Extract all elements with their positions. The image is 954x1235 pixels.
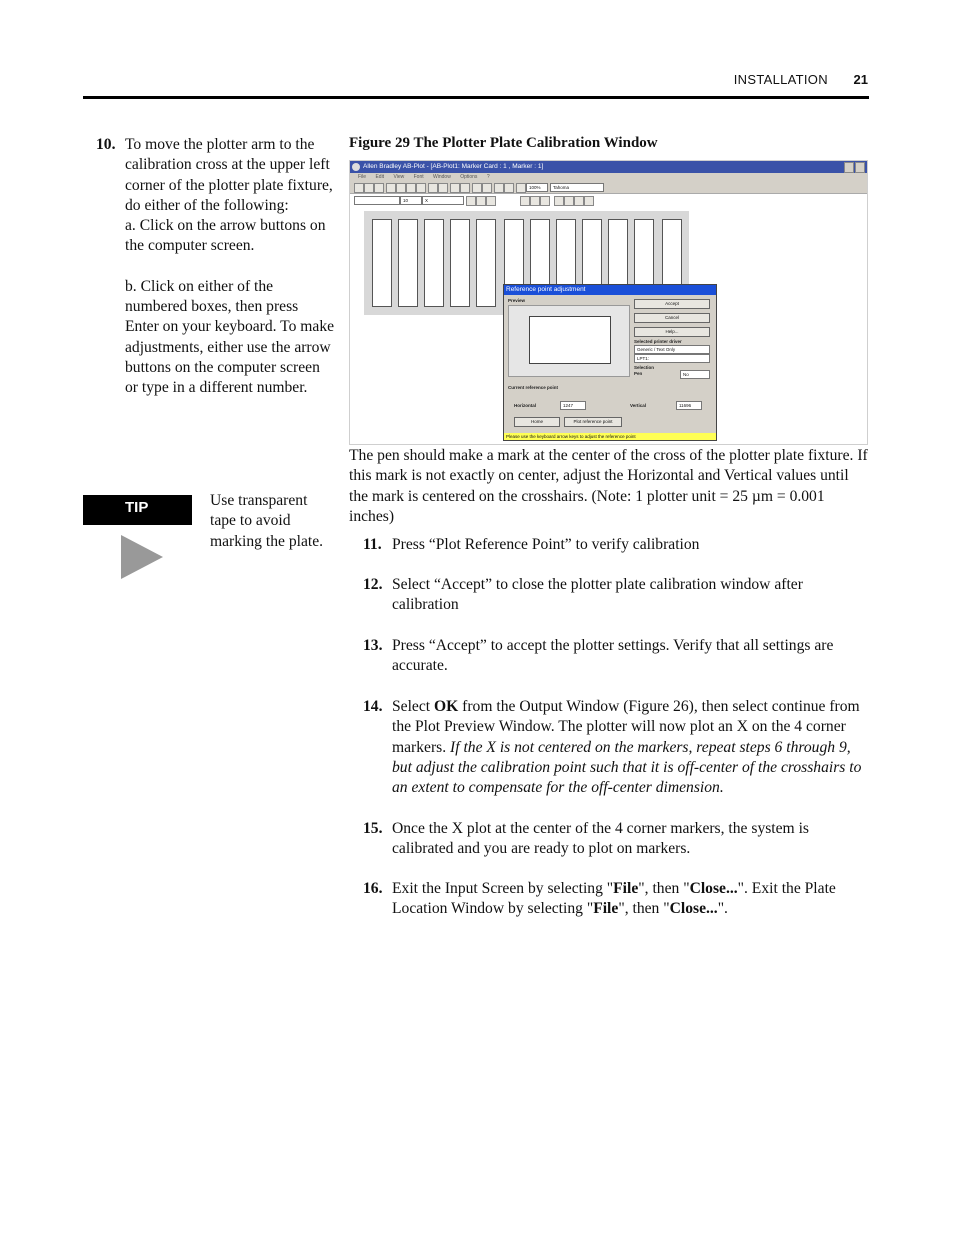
preview-pane (508, 305, 630, 377)
option-a: a. Click on the arrow buttons on the computer screen. (125, 217, 326, 255)
step-number: 16. (363, 880, 383, 897)
accept-button[interactable]: Accept (634, 299, 710, 309)
plotter-calibration-screenshot (349, 160, 868, 445)
undo-icon[interactable] (428, 183, 438, 193)
copy-icon[interactable] (406, 183, 416, 193)
option-b: b. Click on either of the numbered boxes, then press Enter on your keyboard. To make adjustments, either use the arrow buttons on the computer screen or type in a different number. (125, 277, 335, 397)
dialog-title: Reference point adjustment (504, 285, 716, 295)
x-field[interactable]: X (422, 196, 464, 205)
bold-icon[interactable] (466, 196, 476, 206)
move-left-icon[interactable] (574, 196, 584, 206)
toolbar (350, 181, 867, 194)
menu-window[interactable]: Window (433, 174, 451, 180)
cut-icon[interactable] (396, 183, 406, 193)
figure-caption: Figure 29 The Plotter Plate Calibration Window (349, 135, 658, 151)
marker-card[interactable] (450, 219, 470, 307)
reference-point-dialog (503, 284, 717, 441)
step-number: 10. (96, 136, 116, 153)
redo-icon[interactable] (438, 183, 448, 193)
underline-icon[interactable] (486, 196, 496, 206)
minimize-button[interactable] (844, 162, 854, 173)
print-icon[interactable] (386, 183, 396, 193)
marker-card[interactable] (424, 219, 444, 307)
help-icon[interactable] (516, 183, 526, 193)
insert-icon[interactable] (494, 183, 504, 193)
dialog-status: Please use the keyboard arrow keys to adjust the reference point (504, 433, 716, 440)
align-left-icon[interactable] (520, 196, 530, 206)
window-title: Allen Bradley AB-Plot - [AB-Plot1: Marker Card : 1 , Marker : 1] (363, 163, 544, 170)
open-icon[interactable] (364, 183, 374, 193)
step-number: 13. (363, 637, 383, 654)
step-number: 15. (363, 820, 383, 837)
horizontal-label: Horizontal (514, 403, 536, 408)
grid-icon[interactable] (460, 183, 470, 193)
step-text: Press “Accept” to accept the plotter settings. Verify that all settings are accurate. (392, 637, 834, 675)
format-bar (350, 194, 867, 205)
menu-view[interactable]: View (393, 174, 405, 180)
step-number: 14. (363, 698, 383, 715)
italic-icon[interactable] (476, 196, 486, 206)
page-header (734, 72, 868, 87)
horizontal-input[interactable]: 1247 (560, 401, 586, 410)
new-icon[interactable] (354, 183, 364, 193)
align-right-icon[interactable] (540, 196, 550, 206)
close-button[interactable] (855, 162, 865, 173)
step-number: 11. (363, 536, 382, 553)
step-text: Press “Plot Reference Point” to verify calibration (392, 536, 700, 553)
preview-icon[interactable] (472, 183, 482, 193)
vertical-label: Vertical (630, 403, 647, 408)
move-right-icon[interactable] (584, 196, 594, 206)
section-title: INSTALLATION (733, 72, 828, 87)
window-titlebar (350, 161, 867, 173)
cancel-button[interactable]: Cancel (634, 313, 710, 323)
current-reference-label: Current reference point (508, 385, 559, 390)
align-center-icon[interactable] (530, 196, 540, 206)
page-number: 21 (853, 72, 868, 87)
save-icon[interactable] (374, 183, 384, 193)
vertical-input[interactable]: 11696 (676, 401, 702, 410)
zoom-icon[interactable] (450, 183, 460, 193)
image-icon[interactable] (504, 183, 514, 193)
menu-font[interactable]: Font (413, 174, 424, 180)
step-text: To move the plotter arm to the calibration cross at the upper left corner of the plotter plate fixture, do either of the following: (125, 136, 333, 214)
menu-file[interactable]: File (358, 174, 367, 180)
printer-driver-label: Selected printer driver (634, 339, 682, 344)
menu-help[interactable]: ? (486, 174, 490, 180)
move-up-icon[interactable] (554, 196, 564, 206)
help-button[interactable]: Help... (634, 327, 710, 337)
tip-label: TIP (83, 495, 192, 525)
marker-card[interactable] (398, 219, 418, 307)
pen-label: Pen (634, 371, 643, 376)
paste-icon[interactable] (416, 183, 426, 193)
font-select[interactable]: Tahoma (550, 183, 604, 192)
header-rule (83, 96, 869, 99)
step-text: Once the X plot at the center of the 4 corner markers, the system is calibrated and you are ready to plot on markers. (392, 820, 809, 858)
step-text: Select OK from the Output Window (Figure 26), then select continue from the Plot Preview Window. The plotter will now plot an X on the 4 corner markers. If the X is not centered on the markers, repeat steps 6 through 9, but adjust the calibration point such that it is off-center of the crosshairs to an extent to compensate for the off-center dimension. (392, 698, 862, 797)
plot-reference-button[interactable]: Plot reference point (564, 417, 622, 427)
step-text: Exit the Input Screen by selecting "File", then "Close...". Exit the Plate Location Window by selecting "File", then "Close...". (392, 880, 836, 918)
menu-edit[interactable]: Edit (375, 174, 385, 180)
step-text: Select “Accept” to close the plotter plate calibration window after calibration (392, 576, 803, 614)
menu-options[interactable]: Options (460, 174, 478, 180)
pen-paragraph: The pen should make a mark at the center of the cross of the plotter plate fixture. If this mark is not exactly on center, adjust the Horizontal and Vertical values until the mark is centered on the crosshairs. (Note: 1 plotter unit = 25 µm = 0.001 inches) (349, 447, 868, 525)
font-size-select[interactable]: 10 (400, 196, 422, 205)
port-select[interactable]: LPT1: (634, 354, 710, 363)
menu-bar (350, 173, 867, 181)
selection-label: Selection (634, 365, 655, 370)
marker-card[interactable] (372, 219, 392, 307)
zoom-select[interactable]: 100% (526, 183, 548, 192)
preview-label: Preview (508, 298, 526, 303)
marker-card[interactable] (476, 219, 496, 307)
move-down-icon[interactable] (564, 196, 574, 206)
tip-arrow-icon (121, 535, 163, 579)
app-icon (352, 163, 360, 171)
home-button[interactable]: Home (514, 417, 560, 427)
step-number: 12. (363, 576, 383, 593)
plot-icon[interactable] (482, 183, 492, 193)
field-select[interactable] (354, 196, 400, 205)
tip-text: Use transparent tape to avoid marking the plate. (210, 492, 324, 550)
preview-plate (529, 316, 611, 364)
printer-driver-select[interactable]: Generic / Text Only (634, 345, 710, 354)
pen-select[interactable]: No (680, 370, 710, 379)
